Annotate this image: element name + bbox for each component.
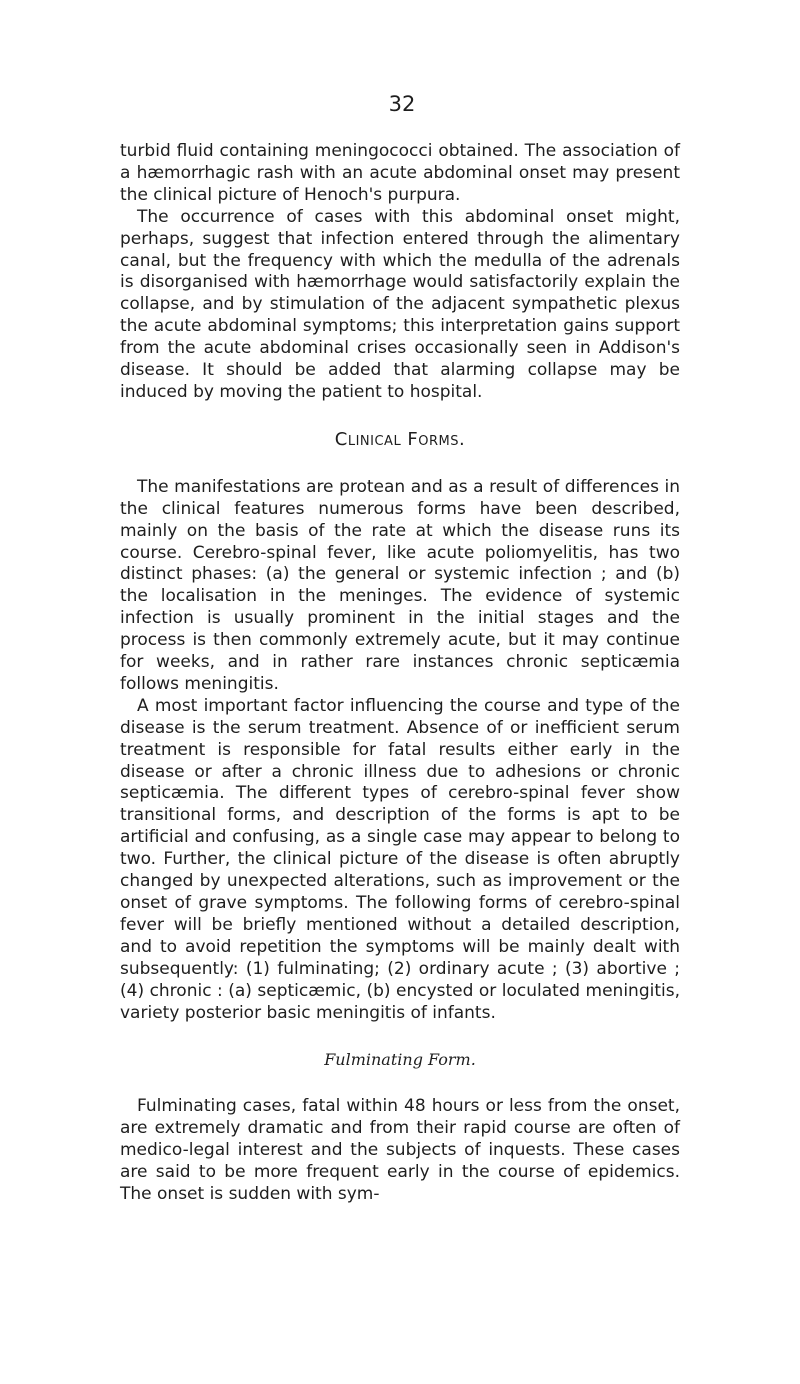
page-number: 32 <box>388 92 416 116</box>
paragraph: turbid fluid containing meningococci obtained. The association of a hæmorrhagic rash with an acute abdominal onset may present the clinical picture of Henoch's purpura. <box>120 141 680 205</box>
paragraph: The manifestations are protean and as a result of differences in the clinical features numerous forms have been described, mainly on the basis of the rate at which the disease runs its course. Cerebro-spinal fever, like acute poliomyelitis, has two distinct phases: (a) the general or systemic infection ; and (b) the localisation in the meninges. The evidence of systemic infection is usually prominent in the initial stages and the process is then commonly extremely acute, but it may continue for weeks, and in rather rare instances chronic septicæmia follows meningitis. <box>120 476 680 694</box>
paragraph: Fulminating cases, fatal within 48 hours or less from the onset, are extremely dramatic and from their rapid course are often of medico-legal interest and the subjects of inquests. These cases are said to be more frequent early in the course of epidemics. The onset is sudden with sym- <box>120 1096 680 1204</box>
section-heading: Clinical Forms. <box>334 428 466 450</box>
paragraph: The occurrence of cases with this abdominal onset might, perhaps, suggest that infection entered through the alimentary canal, but the frequency with which the medulla of the adrenals is disorganised with hæmorrhage would satisfactorily explain the collapse, and by stimulation of the adjacent sympathetic plexus the acute abdominal symptoms; this interpretation gains support from the acute abdominal crises occasionally seen in Addison's disease. It should be added that alarming collapse may be induced by moving the patient to hospital. <box>120 206 680 402</box>
subsection-heading: Fulminating Form. <box>324 1050 476 1070</box>
body-text <box>120 141 680 1206</box>
paragraph: A most important factor influencing the course and type of the disease is the serum treatment. Absence of or inefficient serum treatment is responsible for fatal results either early in the disease or after a chronic illness due to adhesions or chronic septicæmia. The different types of cerebro-spinal fever show transitional forms, and description of the forms is apt to be artificial and confusing, as a single case may appear to belong to two. Further, the clinical picture of the disease is often abruptly changed by unexpected alterations, such as improvement or the onset of grave symptoms. The following forms of cerebro-spinal fever will be briefly mentioned without a detailed description, and to avoid repetition the symptoms will be mainly dealt with subsequently: (1) fulminating; (2) ordinary acute ; (3) abortive ; (4) chronic : (a) septicæmic, (b) encysted or loculated meningitis, variety posterior basic meningitis of infants. <box>120 695 680 1023</box>
